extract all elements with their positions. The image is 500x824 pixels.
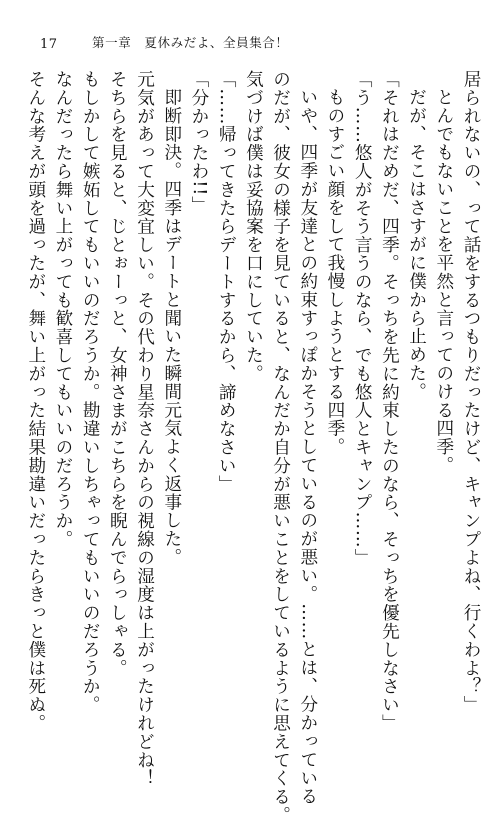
text-line: 気づけば僕は妥協案を口にしていた。 (243, 70, 264, 383)
running-header-chapter-title: 第一章 夏休みだよ、全員集合！ (92, 35, 289, 50)
text-line: もしかして嫉妬してもいいのだろうか。勘違いしちゃってもいいのだろうか。 (80, 70, 101, 714)
text-line: 「う……悠人がそう言うのなら、でも悠人とキャンプ……」 (352, 70, 373, 567)
body-text (22, 70, 484, 824)
text-line: そちらを見ると、じとぉーっと、女神さまがこちらを睨んでらっしゃる。 (107, 70, 128, 678)
text-line: 元気があって大変宜しい。その代わり星奈さんからの視線の湿度は上がったけれどね！ (134, 70, 155, 788)
page-number: 17 (40, 37, 58, 52)
text-line: 「……帰ってきたらデートするから、諦めなさい」 (216, 70, 237, 494)
text-line: いや、四季が友達との約束すっぽかそうとしているのが悪い。……とは、分かっている (297, 87, 318, 806)
text-line: 居られないの、って話をするつもりだったけど、キャンプよね、行くわよ？」 (461, 70, 481, 714)
text-line: 即断即決。四季はデートと聞いた瞬間元気よく返事した。 (161, 87, 182, 566)
text-line: ものすごい顔をして我慢しようとする四季。 (324, 87, 345, 456)
text-line: だが、そこはさすがに僕から止めた。 (406, 87, 427, 401)
text-line: 「それはだめだ、四季。そっちを先に約束したのなら、そっちを優先しなさい」 (379, 70, 400, 733)
text-line: とんでもないことを平然と言ってのける四季。 (433, 87, 454, 474)
text-line: なんだったら舞い上がっても歓喜してもいいのだろうか。 (52, 70, 73, 549)
text-line: そんな考えが頭を過ったが、舞い上がった結果勘違いだったらきっと僕は死ぬ。 (25, 70, 46, 733)
text-line: 「分かったわ!!」 (188, 70, 209, 215)
text-line: のだが、彼女の様子を見ていると、なんだか自分が悪いことをしているように思えてくる。 (270, 70, 291, 824)
